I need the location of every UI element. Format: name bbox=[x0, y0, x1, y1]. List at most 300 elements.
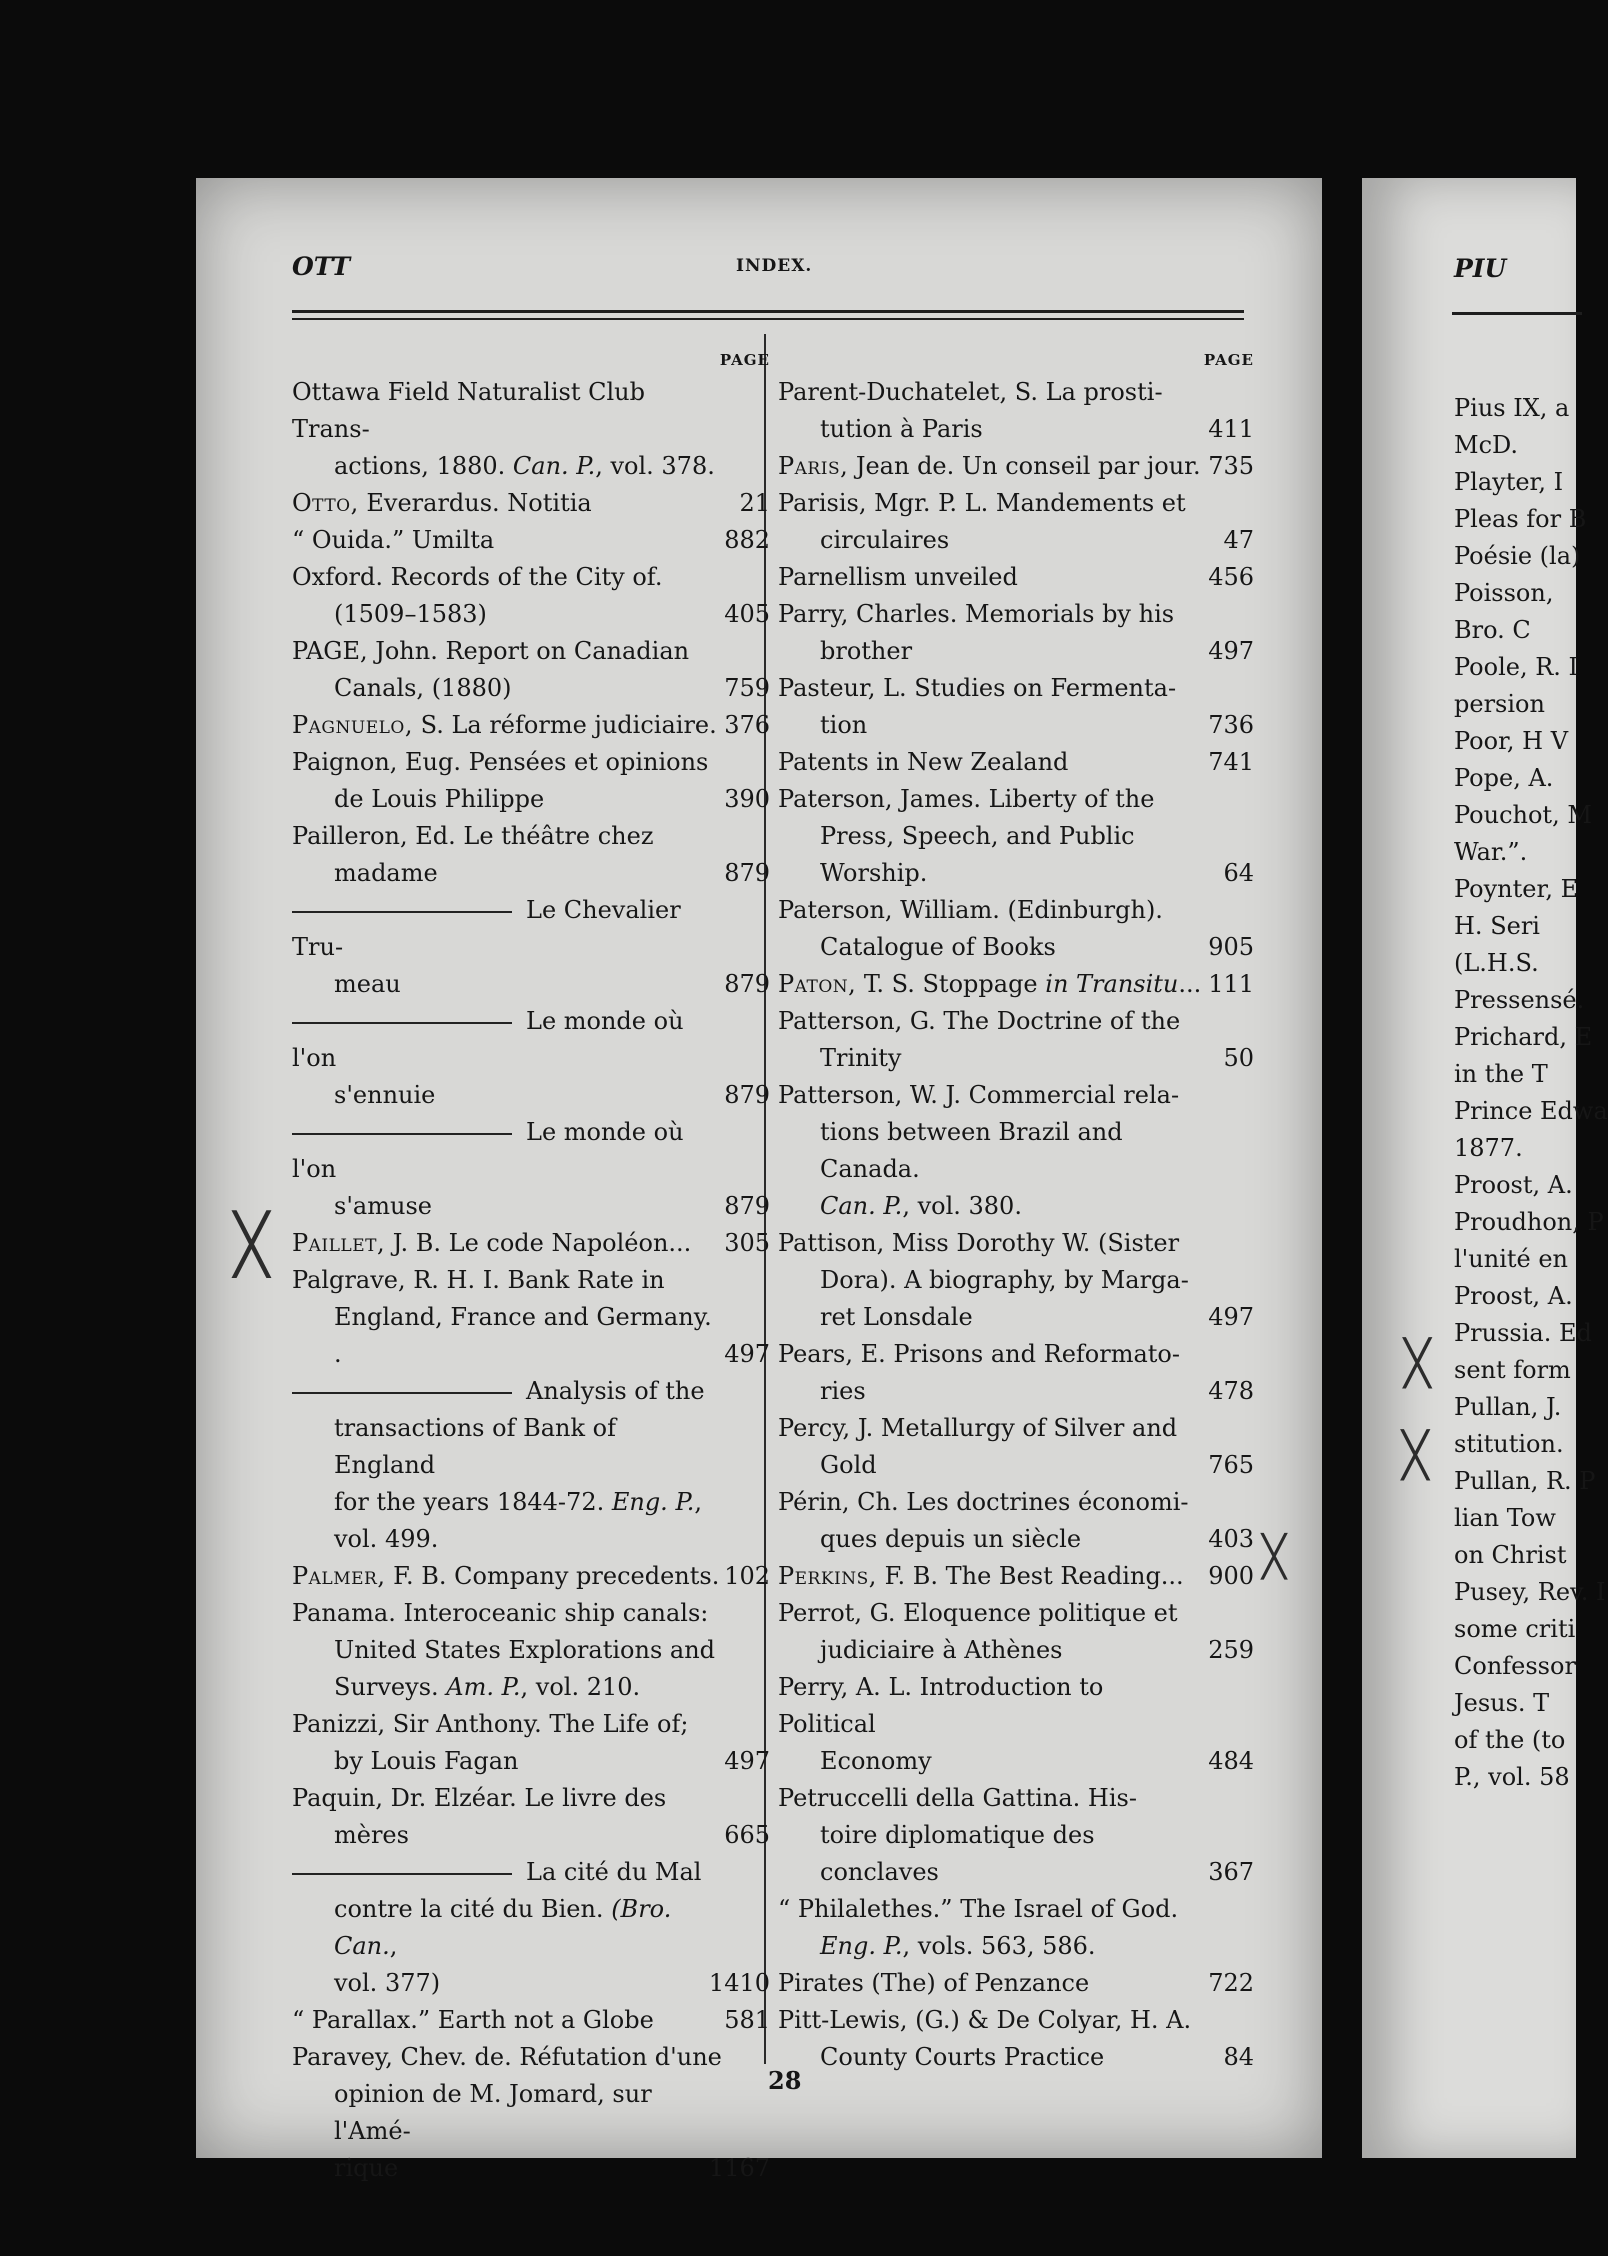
entry-text: , vol. 378. bbox=[595, 452, 715, 480]
facing-page-line: stitution. bbox=[1454, 1430, 1564, 1458]
entry-heading: Le monde où l'on bbox=[292, 1118, 684, 1183]
entry-title: S. La réforme judiciaire. bbox=[412, 711, 717, 739]
entry-author: Palmer, bbox=[292, 1562, 386, 1590]
entry-line bbox=[778, 1817, 1254, 1891]
entry-continuation: ret Lonsdale bbox=[820, 1303, 973, 1331]
index-entry bbox=[778, 1225, 1254, 1336]
facing-page-line: Pullan, R. P bbox=[1454, 1467, 1596, 1495]
facing-page-line: H. Seri bbox=[1454, 912, 1540, 940]
entry-heading: Parry, Charles. Memorials by his bbox=[778, 600, 1175, 628]
entry-heading: Petruccelli della Gattina. His- bbox=[778, 1784, 1137, 1812]
entry-line bbox=[292, 1077, 770, 1114]
index-entry bbox=[778, 1780, 1254, 1891]
entry-line bbox=[778, 1077, 1254, 1114]
facing-page-line: Confessor bbox=[1454, 1652, 1576, 1680]
entry-heading: Ottawa Field Naturalist Club Trans- bbox=[292, 378, 645, 443]
index-entry bbox=[778, 1558, 1254, 1595]
entry-line bbox=[778, 1891, 1254, 1928]
entry-line bbox=[778, 670, 1254, 707]
page-ref: 497 bbox=[1208, 637, 1254, 665]
entry-line bbox=[292, 559, 770, 596]
entry-heading: Périn, Ch. Les doctrines économi- bbox=[778, 1488, 1189, 1516]
facing-page-line: of the (to bbox=[1454, 1726, 1566, 1754]
entry-line bbox=[778, 559, 1254, 596]
index-entry bbox=[778, 559, 1254, 596]
entry-heading: “ Philalethes.” The Israel of God. bbox=[778, 1895, 1179, 1923]
entry-line bbox=[778, 1595, 1254, 1632]
entry-series: Can. P. bbox=[820, 1192, 903, 1220]
entry-line bbox=[778, 1188, 1254, 1225]
entry-line bbox=[292, 1262, 770, 1299]
entry-line bbox=[292, 670, 770, 707]
entry-line bbox=[778, 1447, 1254, 1484]
entry-text: , vols. 563, 586. bbox=[902, 1932, 1096, 1960]
index-entry bbox=[292, 2002, 770, 2039]
entry-line bbox=[778, 1669, 1254, 1743]
page-ref: 581 bbox=[724, 2006, 770, 2034]
entry-continuation: Canals, (1880) bbox=[334, 674, 512, 702]
entry-series: Can. P. bbox=[505, 452, 596, 480]
index-entry bbox=[778, 2002, 1254, 2076]
entry-continuation: for the years 1844-72. bbox=[334, 1488, 612, 1516]
page-ref: 484 bbox=[1208, 1747, 1254, 1775]
index-entry bbox=[778, 1077, 1254, 1225]
entry-line bbox=[778, 1484, 1254, 1521]
entry-line bbox=[778, 596, 1254, 633]
entry-line bbox=[292, 1299, 770, 1373]
entry-author: Perkins, bbox=[778, 1562, 877, 1590]
entry-line bbox=[292, 2039, 770, 2076]
handwritten-x-mark: ╳ bbox=[1262, 1534, 1287, 1580]
entry-line bbox=[292, 448, 770, 485]
facing-page-line: Prince Edwa bbox=[1454, 1097, 1608, 1125]
entry-title: Patents in New Zealand bbox=[778, 748, 1069, 776]
page-ref: 305 bbox=[724, 1229, 770, 1257]
entry-line bbox=[292, 1410, 770, 1484]
entry-author: Paris, bbox=[778, 452, 849, 480]
index-entry bbox=[292, 744, 770, 818]
entry-line bbox=[292, 522, 770, 559]
entry-line bbox=[292, 1114, 770, 1188]
page-ref: 900 bbox=[1208, 1562, 1254, 1590]
entry-line bbox=[292, 2076, 770, 2150]
entry-line bbox=[778, 633, 1254, 670]
entry-line bbox=[292, 485, 770, 522]
entry-line bbox=[778, 1114, 1254, 1188]
page-ref: 736 bbox=[1208, 711, 1254, 739]
entry-title: Everardus. Notitia bbox=[358, 489, 592, 517]
ditto-rule bbox=[292, 1022, 512, 1024]
facing-page-line: Bro. C bbox=[1454, 616, 1531, 644]
header-rule-bottom bbox=[292, 318, 1244, 320]
entry-title: Pirates (The) of Penzance bbox=[778, 1969, 1090, 1997]
page-ref: 84 bbox=[1223, 2043, 1254, 2071]
entry-continuation: ques depuis un siècle bbox=[820, 1525, 1082, 1553]
page-ref: 497 bbox=[1208, 1303, 1254, 1331]
entry-line bbox=[778, 818, 1254, 892]
entry-continuation: de Louis Philippe bbox=[334, 785, 545, 813]
running-head-right: PIU bbox=[1454, 254, 1507, 283]
index-entry bbox=[292, 1595, 770, 1706]
entry-continuation: Economy bbox=[820, 1747, 932, 1775]
entry-line bbox=[292, 1484, 770, 1521]
entry-line bbox=[292, 1780, 770, 1817]
entry-heading: Pears, E. Prisons and Reformato- bbox=[778, 1340, 1180, 1368]
index-entry bbox=[292, 1373, 770, 1558]
index-entry bbox=[292, 633, 770, 707]
facing-page-line: Pullan, J. bbox=[1454, 1393, 1562, 1421]
entry-continuation: ries bbox=[820, 1377, 866, 1405]
index-entry bbox=[292, 1854, 770, 2002]
entry-text: ... bbox=[1178, 970, 1202, 998]
facing-page-line: in the T bbox=[1454, 1060, 1548, 1088]
entry-heading: Perry, A. L. Introduction to Political bbox=[778, 1673, 1104, 1738]
entry-line bbox=[778, 1003, 1254, 1040]
ditto-rule bbox=[292, 911, 512, 913]
entry-line bbox=[292, 1965, 770, 2002]
entry-line bbox=[292, 707, 770, 744]
entry-continuation: meau bbox=[334, 970, 401, 998]
page-ref: 367 bbox=[1208, 1858, 1254, 1886]
facing-page-line: Pius IX, a bbox=[1454, 394, 1570, 422]
entry-continuation: judiciaire à Athènes bbox=[820, 1636, 1063, 1664]
facing-page-line: Poole, R. I bbox=[1454, 653, 1579, 681]
entry-line bbox=[778, 1336, 1254, 1373]
entry-line bbox=[292, 1854, 770, 1891]
entry-series: in Transitu bbox=[1045, 970, 1179, 998]
facing-page-line: Proost, A. bbox=[1454, 1171, 1573, 1199]
facing-page-line: Poésie (la) bbox=[1454, 542, 1581, 570]
index-entry bbox=[292, 374, 770, 485]
entry-heading: La cité du Mal bbox=[526, 1858, 702, 1886]
entry-line bbox=[778, 2039, 1254, 2076]
entry-title: Jean de. Un conseil par jour. bbox=[848, 452, 1201, 480]
entry-continuation: opinion de M. Jomard, sur l'Amé- bbox=[334, 2080, 652, 2145]
index-entry bbox=[292, 522, 770, 559]
index-entry bbox=[292, 1262, 770, 1373]
entry-line bbox=[292, 1817, 770, 1854]
entry-line bbox=[778, 1558, 1254, 1595]
entry-author: Pagnuelo, bbox=[292, 711, 413, 739]
entry-continuation: England, France and Germany. . bbox=[334, 1303, 712, 1368]
facing-page-line: P., vol. 58 bbox=[1454, 1763, 1570, 1791]
entry-text: , bbox=[694, 1488, 702, 1516]
entry-continuation: vol. 499. bbox=[334, 1525, 439, 1553]
facing-page-line: McD. bbox=[1454, 431, 1519, 459]
page-ref: 665 bbox=[724, 1821, 770, 1849]
entry-line bbox=[778, 744, 1254, 781]
index-entry bbox=[778, 781, 1254, 892]
entry-continuation: Catalogue of Books bbox=[820, 933, 1056, 961]
facing-page-line: Pressensé. bbox=[1454, 986, 1585, 1014]
page-ref: 759 bbox=[724, 674, 770, 702]
entry-continuation: circulaires bbox=[820, 526, 950, 554]
page-ref: 64 bbox=[1223, 859, 1254, 887]
entry-line bbox=[778, 1928, 1254, 1965]
entry-title: F. B. Company precedents. bbox=[385, 1562, 720, 1590]
entry-heading: PAGE, John. Report on Canadian bbox=[292, 637, 690, 665]
entry-continuation: madame bbox=[334, 859, 438, 887]
entry-heading: Pitt-Lewis, (G.) & De Colyar, H. A. bbox=[778, 2006, 1192, 2034]
entry-line bbox=[292, 1632, 770, 1669]
ditto-rule bbox=[292, 1133, 512, 1135]
index-entry bbox=[292, 485, 770, 522]
entry-heading: Percy, J. Metallurgy of Silver and bbox=[778, 1414, 1178, 1442]
index-entry bbox=[778, 966, 1254, 1003]
entry-continuation: rique bbox=[334, 2154, 399, 2182]
page-ref: 765 bbox=[1208, 1451, 1254, 1479]
entry-heading: Analysis of the bbox=[526, 1377, 705, 1405]
entry-continuation: mères bbox=[334, 1821, 409, 1849]
entry-heading: Parent-Duchatelet, S. La prosti- bbox=[778, 378, 1163, 406]
entry-continuation: Trinity bbox=[820, 1044, 902, 1072]
facing-page-line: on Christ bbox=[1454, 1541, 1567, 1569]
page-ref: 21 bbox=[739, 489, 770, 517]
page-ref: 735 bbox=[1208, 452, 1254, 480]
index-entry bbox=[778, 1484, 1254, 1558]
entry-series: (Bro. Can. bbox=[334, 1895, 672, 1960]
facing-page-line: persion bbox=[1454, 690, 1545, 718]
page-ref: 50 bbox=[1223, 1044, 1254, 1072]
index-entry bbox=[292, 2039, 770, 2187]
index-entry bbox=[292, 1003, 770, 1114]
page-ref: 497 bbox=[724, 1340, 770, 1368]
page-ref: 879 bbox=[724, 970, 770, 998]
facing-page-line: l'unité en bbox=[1454, 1245, 1568, 1273]
entry-continuation: Dora). A biography, by Marga- bbox=[820, 1266, 1189, 1294]
facing-header-rule bbox=[1452, 312, 1582, 315]
entry-continuation: United States Explorations and bbox=[334, 1636, 716, 1664]
entry-line bbox=[778, 411, 1254, 448]
index-entry bbox=[778, 892, 1254, 966]
facing-page-line: Pleas for B bbox=[1454, 505, 1587, 533]
entry-line bbox=[778, 966, 1254, 1003]
handwritten-x-mark: ╳ bbox=[234, 1210, 269, 1278]
entry-heading: Paravey, Chev. de. Réfutation d'une bbox=[292, 2043, 722, 2071]
index-page bbox=[196, 178, 1322, 2182]
index-entry bbox=[778, 1669, 1254, 1780]
facing-page-line: 1877. bbox=[1454, 1134, 1523, 1162]
entry-line bbox=[292, 855, 770, 892]
entry-line bbox=[292, 966, 770, 1003]
running-head-left: OTT bbox=[292, 252, 351, 281]
header-rule-top bbox=[292, 310, 1244, 313]
facing-page-line: Pope, A. bbox=[1454, 764, 1554, 792]
facing-page-line: lian Tow bbox=[1454, 1504, 1556, 1532]
entry-series: Am. P. bbox=[446, 1673, 521, 1701]
entry-heading: Pasteur, L. Studies on Fermenta- bbox=[778, 674, 1177, 702]
entry-series: Eng. P. bbox=[611, 1488, 695, 1516]
index-entry bbox=[292, 892, 770, 1003]
entry-heading: Pailleron, Ed. Le théâtre chez bbox=[292, 822, 654, 850]
facing-page-line: Prichard, E bbox=[1454, 1023, 1593, 1051]
index-entry bbox=[778, 485, 1254, 559]
entry-line bbox=[778, 892, 1254, 929]
index-entry bbox=[292, 1780, 770, 1854]
entry-line bbox=[778, 1410, 1254, 1447]
facing-page-line: sent form bbox=[1454, 1356, 1571, 1384]
entry-line bbox=[292, 1595, 770, 1632]
entry-title: T. S. Stoppage bbox=[856, 970, 1046, 998]
facing-page-line: some criti bbox=[1454, 1615, 1576, 1643]
entry-continuation: Surveys. bbox=[334, 1673, 447, 1701]
page-ref: 879 bbox=[724, 859, 770, 887]
entry-title: Parnellism unveiled bbox=[778, 563, 1018, 591]
entry-line bbox=[292, 1743, 770, 1780]
entry-heading: Pattison, Miss Dorothy W. (Sister bbox=[778, 1229, 1180, 1257]
entry-continuation: (1509–1583) bbox=[334, 600, 487, 628]
entry-line bbox=[778, 1965, 1254, 2002]
facing-page-fragment bbox=[1362, 178, 1608, 2158]
entry-line bbox=[292, 2150, 770, 2187]
entry-line bbox=[292, 1003, 770, 1077]
entry-line bbox=[778, 1632, 1254, 1669]
index-entry bbox=[292, 707, 770, 744]
index-entry bbox=[292, 1114, 770, 1225]
index-entry bbox=[778, 1336, 1254, 1410]
entry-line bbox=[292, 744, 770, 781]
entry-line bbox=[778, 1373, 1254, 1410]
page-ref: 102 bbox=[724, 1562, 770, 1590]
entry-heading: Paterson, James. Liberty of the bbox=[778, 785, 1155, 813]
page-ref: 478 bbox=[1208, 1377, 1254, 1405]
entry-line bbox=[778, 1780, 1254, 1817]
entry-heading: Paquin, Dr. Elzéar. Le livre des bbox=[292, 1784, 667, 1812]
handwritten-x-mark: ╳ bbox=[1402, 1430, 1429, 1481]
entry-continuation: s'ennuie bbox=[334, 1081, 436, 1109]
entry-line bbox=[292, 1706, 770, 1743]
entry-heading: Parisis, Mgr. P. L. Mandements et bbox=[778, 489, 1186, 517]
index-entry bbox=[778, 1595, 1254, 1669]
entry-author: Otto, bbox=[292, 489, 359, 517]
facing-page-line: Proost, A. bbox=[1454, 1282, 1573, 1310]
entry-author: Paton, bbox=[778, 970, 857, 998]
page-ref: 879 bbox=[724, 1081, 770, 1109]
entry-line bbox=[292, 1558, 770, 1595]
entry-line bbox=[292, 781, 770, 818]
entry-title: J. B. Le code Napoléon... bbox=[385, 1229, 692, 1257]
entry-title: F. B. The Best Reading... bbox=[876, 1562, 1184, 1590]
entry-line bbox=[778, 929, 1254, 966]
entry-line bbox=[778, 1040, 1254, 1077]
entry-series: Eng. P. bbox=[820, 1932, 903, 1960]
page-ref: 905 bbox=[1208, 933, 1254, 961]
index-entry bbox=[292, 1558, 770, 1595]
entry-continuation: tions between Brazil and Canada. bbox=[820, 1118, 1123, 1183]
facing-page-entries bbox=[1454, 390, 1608, 1796]
entry-heading: Paignon, Eug. Pensées et opinions bbox=[292, 748, 709, 776]
entry-continuation: Press, Speech, and Public Worship. bbox=[820, 822, 1135, 887]
entry-line bbox=[292, 1225, 770, 1262]
facing-page-line: War.”. bbox=[1454, 838, 1528, 866]
page-ref: 497 bbox=[724, 1747, 770, 1775]
entry-line bbox=[292, 1891, 770, 1965]
entry-line bbox=[778, 448, 1254, 485]
index-entry bbox=[778, 1891, 1254, 1965]
facing-page-line: Pusey, Rev. I bbox=[1454, 1578, 1606, 1606]
facing-page-line: Poor, H V bbox=[1454, 727, 1569, 755]
index-entry bbox=[778, 1965, 1254, 2002]
index-entry bbox=[778, 670, 1254, 744]
page-ref: 47 bbox=[1223, 526, 1254, 554]
entry-line bbox=[778, 485, 1254, 522]
facing-page-line: Jesus. T bbox=[1454, 1689, 1550, 1717]
entry-line bbox=[778, 522, 1254, 559]
index-entry bbox=[292, 1706, 770, 1780]
entry-heading: Panizzi, Sir Anthony. The Life of; bbox=[292, 1710, 689, 1738]
entry-line bbox=[292, 1521, 770, 1558]
facing-page-line: Prussia. Ed bbox=[1454, 1319, 1592, 1347]
entry-line bbox=[292, 1669, 770, 1706]
entry-line bbox=[778, 374, 1254, 411]
entry-line bbox=[778, 1225, 1254, 1262]
entry-heading: Le Chevalier Tru- bbox=[292, 896, 681, 961]
facing-page-line: Poisson, bbox=[1454, 579, 1554, 607]
entry-text: , bbox=[389, 1932, 398, 1960]
entry-continuation: vol. 377) bbox=[334, 1969, 441, 1997]
entry-heading: Oxford. Records of the City of. bbox=[292, 563, 663, 591]
entry-continuation: actions, 1880. bbox=[334, 452, 506, 480]
index-entry bbox=[778, 1410, 1254, 1484]
entry-heading: Le monde où l'on bbox=[292, 1007, 684, 1072]
page-ref: 403 bbox=[1208, 1525, 1254, 1553]
entry-line bbox=[778, 2002, 1254, 2039]
entry-line bbox=[778, 781, 1254, 818]
page-ref: 111 bbox=[1208, 970, 1254, 998]
entry-heading: Perrot, G. Eloquence politique et bbox=[778, 1599, 1178, 1627]
entry-line bbox=[778, 1521, 1254, 1558]
entry-heading: Paterson, William. (Edinburgh). bbox=[778, 896, 1163, 924]
index-entry bbox=[778, 448, 1254, 485]
entry-line bbox=[778, 707, 1254, 744]
page-ref: 456 bbox=[1208, 563, 1254, 591]
entry-text: , vol. 380. bbox=[902, 1192, 1022, 1220]
entry-continuation: transactions of Bank of England bbox=[334, 1414, 616, 1479]
page-ref: 411 bbox=[1208, 415, 1254, 443]
index-entry bbox=[778, 744, 1254, 781]
page-ref: 259 bbox=[1208, 1636, 1254, 1664]
entry-line bbox=[292, 2002, 770, 2039]
page-number: 28 bbox=[768, 2066, 802, 2095]
index-column-right bbox=[778, 346, 1254, 2076]
entry-line bbox=[778, 1299, 1254, 1336]
handwritten-x-mark: ╳ bbox=[1404, 1338, 1431, 1389]
entry-heading: Patterson, G. The Doctrine of the bbox=[778, 1007, 1181, 1035]
entry-line bbox=[292, 374, 770, 448]
entry-title: “ Parallax.” Earth not a Globe bbox=[292, 2006, 654, 2034]
ditto-rule bbox=[292, 1392, 512, 1394]
entry-line bbox=[292, 892, 770, 966]
entry-continuation: tution à Paris bbox=[820, 415, 983, 443]
index-entry bbox=[778, 374, 1254, 448]
index-entry bbox=[778, 596, 1254, 670]
entry-line bbox=[292, 633, 770, 670]
entry-continuation: Gold bbox=[820, 1451, 877, 1479]
index-column-left bbox=[292, 346, 770, 2187]
entry-heading: Panama. Interoceanic ship canals: bbox=[292, 1599, 709, 1627]
entry-continuation: toire diplomatique des conclaves bbox=[820, 1821, 1095, 1886]
entry-line bbox=[778, 1743, 1254, 1780]
page-column-heading: PAGE bbox=[1203, 351, 1254, 369]
entry-author: Paillet, bbox=[292, 1229, 386, 1257]
entry-line bbox=[292, 596, 770, 633]
facing-page-line: (L.H.S. bbox=[1454, 949, 1539, 977]
ditto-rule bbox=[292, 1873, 512, 1875]
entry-continuation: by Louis Fagan bbox=[334, 1747, 519, 1775]
entry-continuation: brother bbox=[820, 637, 913, 665]
page-ref: 1410 bbox=[708, 1969, 770, 1997]
page-ref: 405 bbox=[724, 600, 770, 628]
